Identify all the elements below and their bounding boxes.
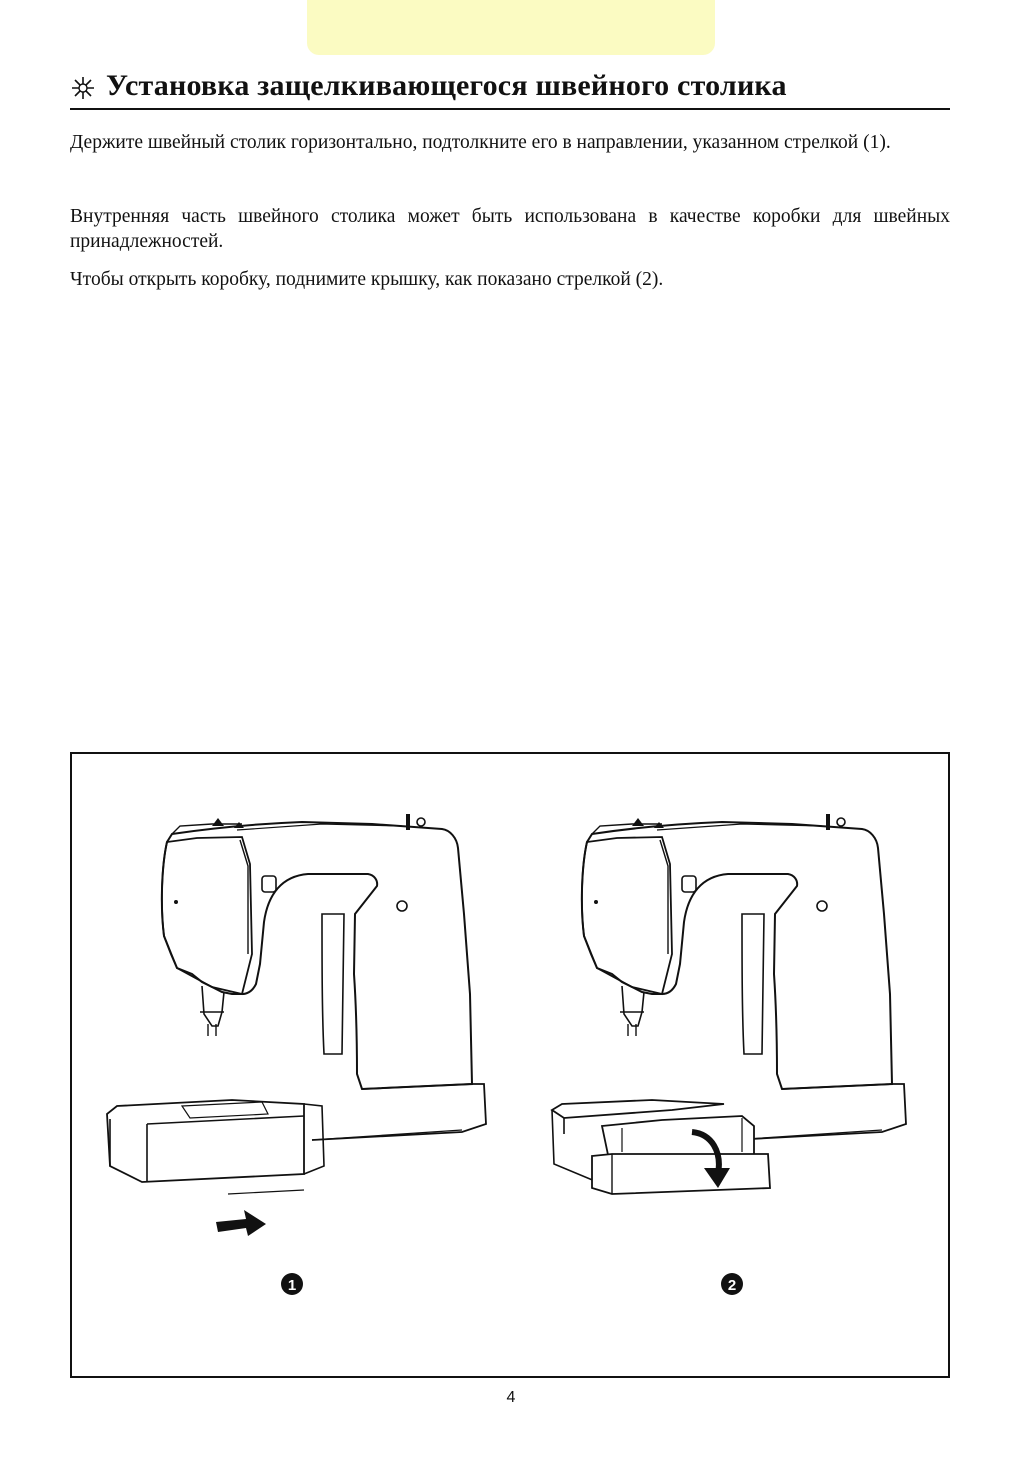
push-right-arrow-icon [216,1210,266,1236]
sewing-machine-drawing-2 [552,814,906,1194]
illustration-frame [70,752,950,1378]
instruction-paragraph-2: Внутренняя часть швейного столика может быть использована в качестве коробки для швейных принадлежностей. [70,206,950,252]
step-1-badge [281,1273,303,1295]
instruction-paragraph-3: Чтобы открыть коробку, поднимите крышку, как показано стрелкой (2). [70,269,664,290]
instruction-paragraph-1: Держите швейный столик горизонтально, подтолкните его в направлении, указанном стрелкой (1). [70,132,891,153]
step-1-label: 1 [287,1277,297,1294]
page-title: Установка защелкивающегося швейного столика [106,69,787,102]
step-2-badge [721,1273,743,1295]
page-number: 4 [506,1389,516,1406]
section-title [70,64,950,110]
sparkle-icon [70,75,96,101]
step-2-label: 2 [727,1277,737,1294]
sewing-machine-drawing-1 [107,814,486,1194]
header-tab [307,0,715,55]
